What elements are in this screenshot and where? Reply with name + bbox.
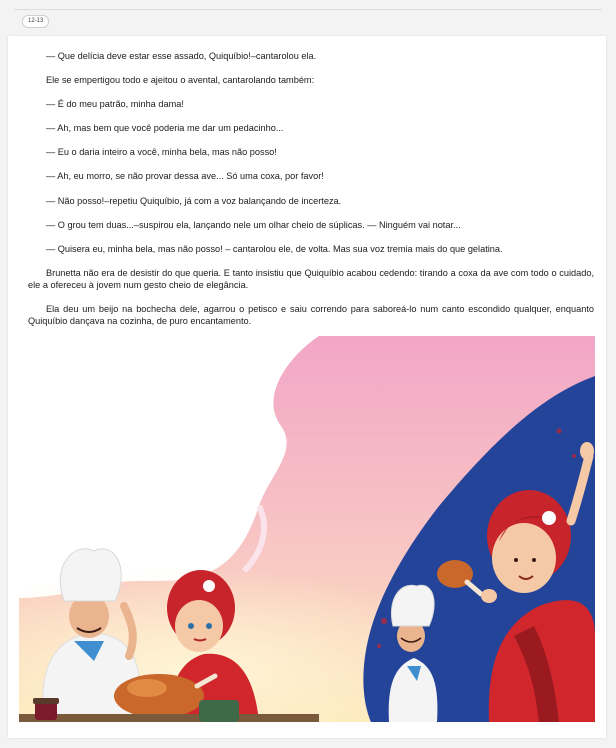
table-edge [19,714,319,722]
paragraph: Ele se empertigou todo e ajeitou o avental, cantarolando também: [46,75,315,86]
paragraph: — É do meu patrão, minha dama! [46,99,184,110]
pot-icon [199,700,239,722]
story-text [28,50,594,339]
toolbar-divider [14,9,602,10]
jar-icon [33,698,59,720]
paragraph: — O grou tem duas...–suspirou ela, lançando nele um olhar cheio de súplicas. — Ninguém vai notar... [46,219,461,230]
paragraph: Brunetta não era de desistir do que queria. E tanto insistiu que Quiquíbio acabou cedendo: tirando a coxa da ave com todo o cuidado, ele a ofereceu à jovem num gesto cheio de elegância. [28,267,594,290]
paragraph: — Que delícia deve estar esse assado, Quiquíbio!–cantarolou ela. [46,51,317,61]
paragraph: — Quisera eu, minha bela, mas não posso! – cantarolou ele, de volta. Mas sua voz tremia mais do que gelatina. [46,243,503,254]
paragraph: — Ah, mas bem que você poderia me dar um pedacinho... [46,123,284,134]
paragraph: — Eu o daria inteiro a você, minha bela, mas não posso! [46,147,277,158]
story-illustration [19,336,595,722]
paragraph: — Ah, eu morro, se não provar dessa ave... Só uma coxa, por favor! [46,171,324,182]
paragraph: — Não posso!–repetiu Quiquíbio, já com a voz balançando de incerteza. [46,195,342,206]
book-page [8,36,606,738]
paragraph: Ela deu um beijo na bochecha dele, agarrou o petisco e saiu correndo para saboreá-lo num canto escondido qualquer, enquanto Quiquíbio dançava na cozinha, de puro encantamento. [28,303,594,326]
page-number-badge[interactable]: 12-13 [22,15,49,28]
viewer-toolbar [0,0,616,36]
illustration-art [19,336,595,722]
